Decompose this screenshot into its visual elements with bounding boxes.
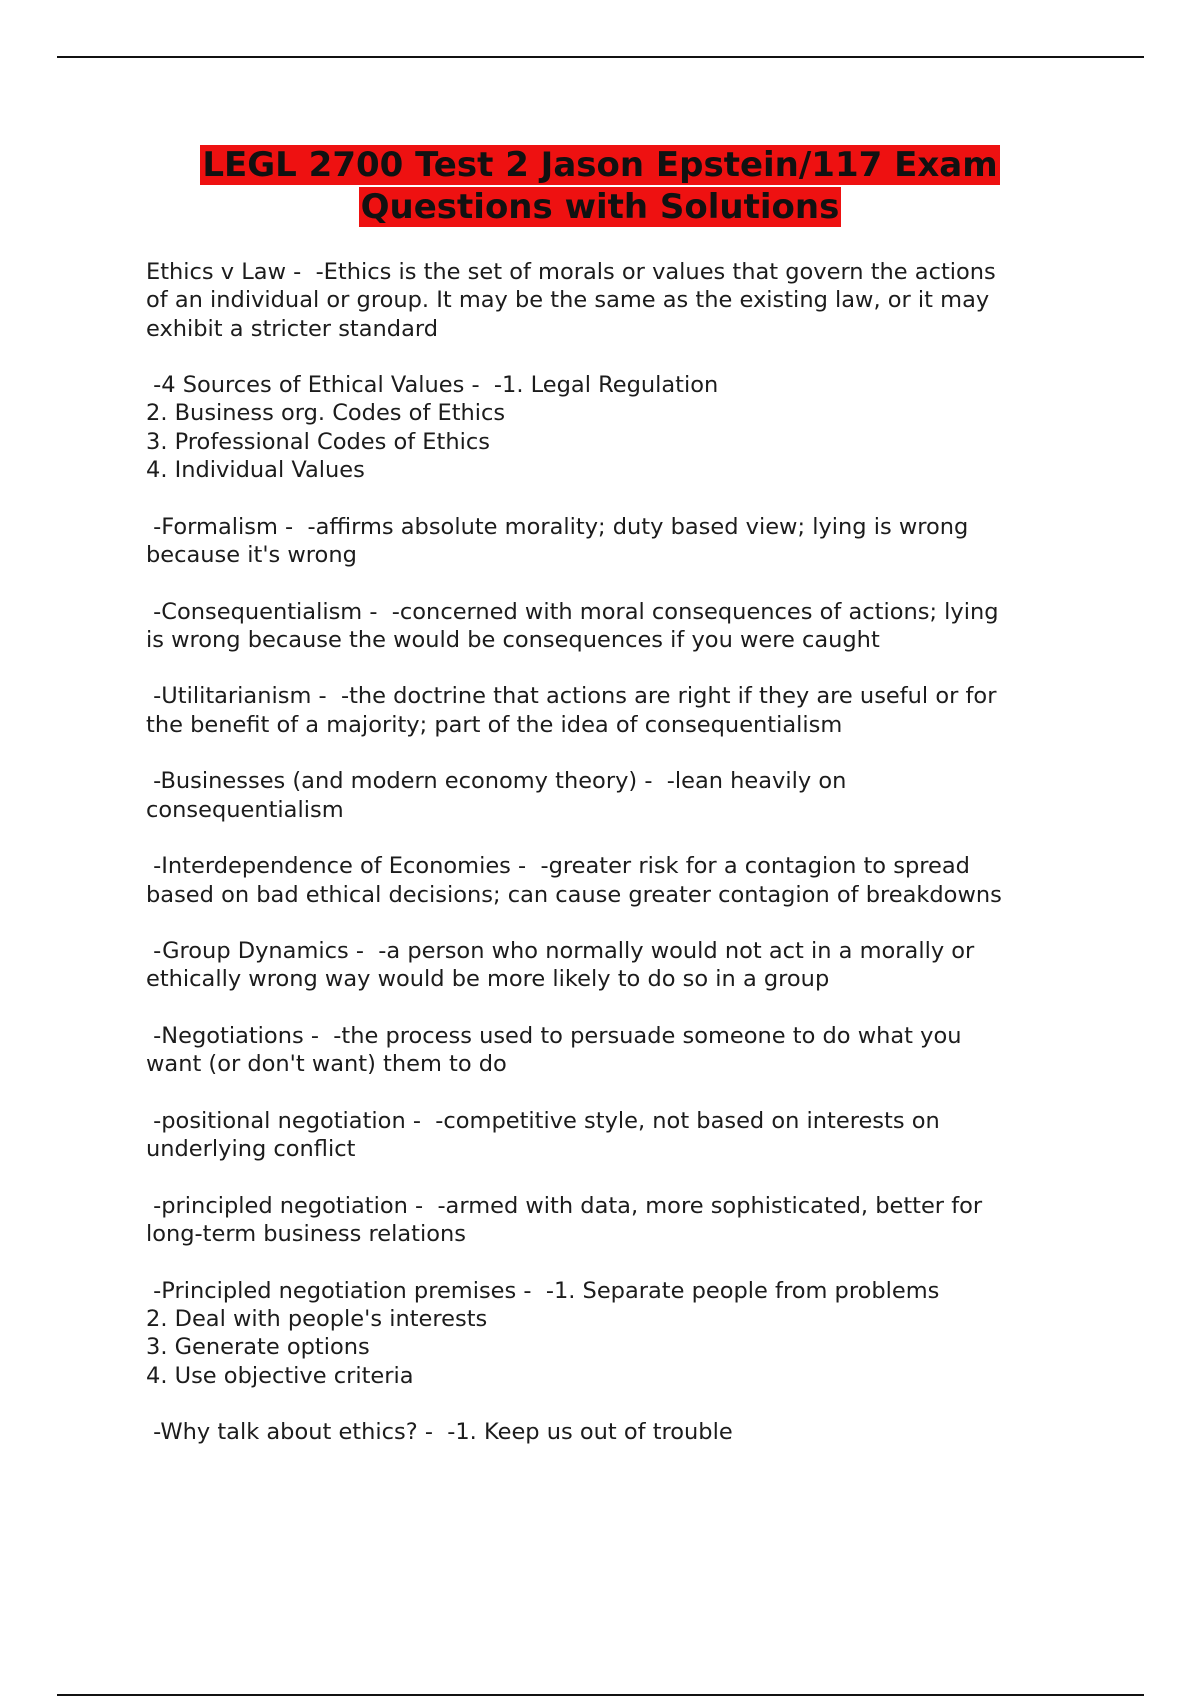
qa-entry-line: -4 Sources of Ethical Values - -1. Legal Regulation	[146, 372, 719, 399]
qa-entry	[146, 1192, 1076, 1249]
qa-entry	[146, 1022, 1076, 1079]
qa-entry-line: -Formalism - -affirms absolute morality; duty based view; lying is wrong	[146, 513, 969, 540]
qa-entry-line: 3. Professional Codes of Ethics	[146, 428, 490, 455]
qa-entry	[146, 852, 1076, 909]
qa-entry-line: consequentialism	[146, 796, 344, 823]
qa-entry-line: -Consequentialism - -concerned with moral consequences of actions; lying	[146, 598, 999, 625]
qa-entry-line: Ethics v Law - -Ethics is the set of morals or values that govern the actions	[146, 259, 996, 285]
qa-entry-line: -principled negotiation - -armed with data, more sophisticated, better for	[146, 1192, 983, 1219]
qa-entry-line: -Group Dynamics - -a person who normally would not act in a morally or	[146, 938, 975, 965]
qa-entry	[146, 371, 1076, 484]
qa-entry	[146, 258, 1076, 343]
qa-entry	[146, 1277, 1076, 1390]
top-divider	[57, 56, 1144, 58]
qa-entry	[146, 1107, 1076, 1164]
qa-entry-line: 4. Use objective criteria	[146, 1362, 414, 1389]
qa-entry-line: -Why talk about ethics? - -1. Keep us out of trouble	[146, 1419, 733, 1446]
qa-entry	[146, 1418, 1076, 1446]
qa-entry-line: exhibit a stricter standard	[146, 315, 439, 342]
qa-entry	[146, 767, 1076, 824]
qa-entry	[146, 682, 1076, 739]
qa-entry-line: want (or don't want) them to do	[146, 1051, 507, 1078]
qa-entry-line: based on bad ethical decisions; can cause greater contagion of breakdowns	[146, 881, 1002, 908]
bottom-divider	[57, 1694, 1144, 1696]
document-body	[146, 258, 1076, 1475]
qa-entry-line: 2. Deal with people's interests	[146, 1305, 488, 1332]
qa-entry-line: the benefit of a majority; part of the idea of consequentialism	[146, 711, 843, 738]
qa-entry-line: -Utilitarianism - -the doctrine that actions are right if they are useful or for	[146, 683, 997, 710]
qa-entry-line: long-term business relations	[146, 1221, 466, 1248]
title-line-2: Questions with Solutions	[360, 187, 840, 227]
qa-entry-line: -Businesses (and modern economy theory) - -lean heavily on	[146, 768, 847, 795]
qa-entry-line: because it's wrong	[146, 541, 357, 568]
qa-entry-line: ethically wrong way would be more likely to do so in a group	[146, 966, 830, 993]
qa-entry	[146, 937, 1076, 994]
qa-entry-line: is wrong because the would be consequences if you were caught	[146, 626, 880, 653]
qa-entry-line: -Interdependence of Economies - -greater risk for a contagion to spread	[146, 853, 970, 880]
qa-entry	[146, 513, 1076, 570]
title-line-1: LEGL 2700 Test 2 Jason Epstein/117 Exam	[202, 145, 998, 185]
qa-entry	[146, 598, 1076, 655]
qa-entry-line: -Principled negotiation premises - -1. Separate people from problems	[146, 1277, 940, 1304]
qa-entry-line: underlying conflict	[146, 1136, 356, 1163]
qa-entry-line: -Negotiations - -the process used to persuade someone to do what you	[146, 1023, 962, 1050]
qa-entry-line: 3. Generate options	[146, 1334, 370, 1361]
document-title	[60, 144, 1140, 228]
qa-entry-line: 4. Individual Values	[146, 457, 365, 484]
qa-entry-line: of an individual or group. It may be the same as the existing law, or it may	[146, 287, 990, 314]
qa-entry-line: -positional negotiation - -competitive style, not based on interests on	[146, 1107, 940, 1134]
qa-entry-line: 2. Business org. Codes of Ethics	[146, 400, 506, 427]
